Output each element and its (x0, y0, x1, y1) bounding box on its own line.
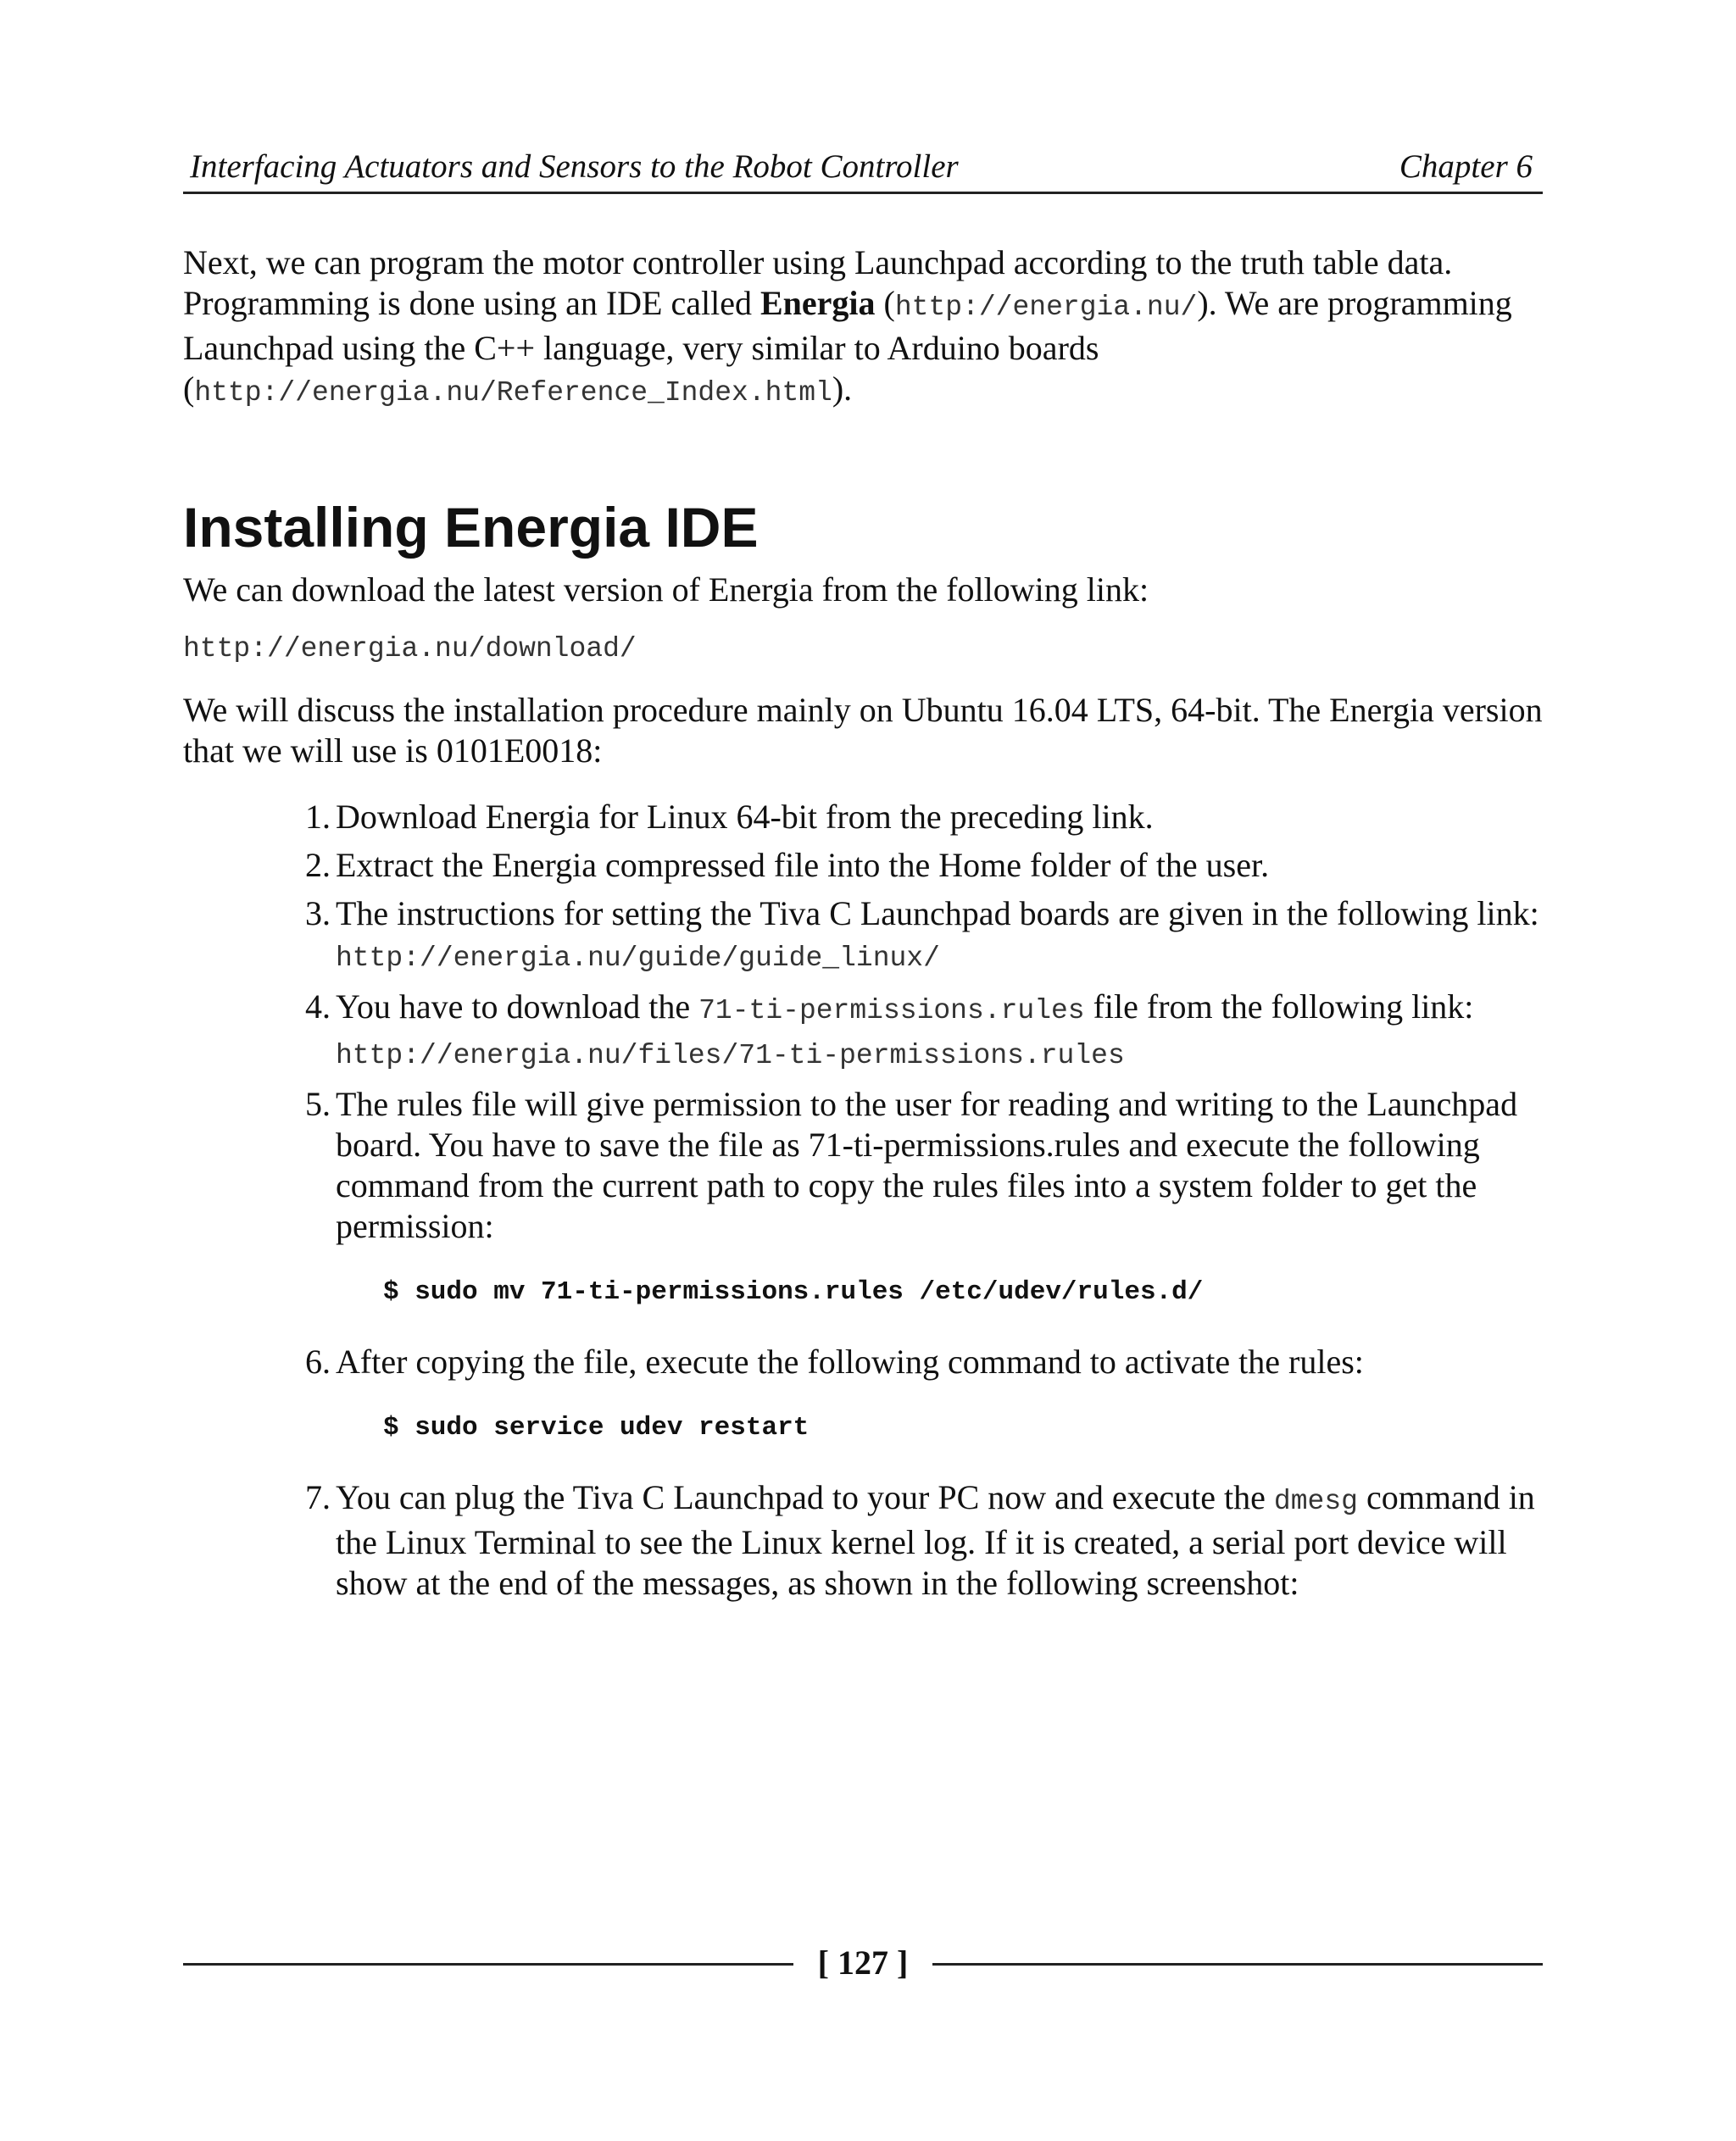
intro-text-1: Next, we can program the motor controller using Launchpad according to the truth table data. Programming is done using an IDE called (183, 243, 1453, 322)
rules-filename: 71-ti-permissions.rules (698, 995, 1085, 1026)
list-item (305, 987, 1548, 1076)
intro-text-3: ). We are programming Launchpad using the C++ language, very similar to Arduino boards ( (183, 284, 1512, 408)
page-content (183, 242, 1548, 1611)
install-paragraph: We will discuss the installation procedure mainly on Ubuntu 16.04 LTS, 64-bit. The Energia version that we will use is 0101E0018: (183, 691, 1543, 770)
step-text: Download Energia for Linux 64-bit from the preceding link. (336, 798, 1154, 836)
step-text: file from the following link: (1084, 987, 1474, 1026)
rules-file-url[interactable]: http://energia.nu/files/71-ti-permissions.rules (336, 1040, 1125, 1071)
intro-text-4: ). (832, 370, 853, 408)
step-number: 6. (305, 1343, 331, 1381)
page-number: [ 127 ] (817, 1944, 909, 1982)
list-item (305, 845, 1548, 886)
step-number: 7. (305, 1478, 331, 1516)
page-header (183, 142, 1543, 194)
step-number: 1. (305, 798, 331, 836)
energia-bold: Energia (760, 284, 876, 322)
step-text: Extract the Energia compressed file into the Home folder of the user. (336, 846, 1270, 884)
download-paragraph: We can download the latest version of Energia from the following link: (183, 570, 1149, 609)
chapter-number: Chapter 6 (1399, 148, 1533, 185)
reference-url[interactable]: http://energia.nu/Reference_Index.html (194, 377, 832, 409)
download-url[interactable]: http://energia.nu/download/ (183, 633, 637, 665)
section-heading: Installing Energia IDE (183, 496, 759, 559)
command-copy-rules: $ sudo mv 71-ti-permissions.rules /etc/udev/rules.d/ (383, 1277, 1204, 1307)
page-footer (183, 1938, 1543, 1988)
step-text: You can plug the Tiva C Launchpad to your PC now and execute the (336, 1478, 1274, 1516)
list-item (305, 797, 1548, 837)
list-item (305, 1084, 1548, 1313)
command-restart-udev: $ sudo service udev restart (383, 1413, 810, 1443)
step-text: The instructions for setting the Tiva C Launchpad boards are given in the following link: (336, 894, 1539, 932)
step-text: command in the Linux Terminal to see the Linux kernel log. If it is created, a serial port device will show at the end of the messages, as shown in the following screenshot: (336, 1478, 1535, 1602)
guide-linux-url[interactable]: http://energia.nu/guide/guide_linux/ (336, 943, 940, 974)
step-number: 5. (305, 1085, 331, 1123)
dmesg-command: dmesg (1273, 1486, 1358, 1517)
intro-paragraph (183, 242, 1548, 414)
step-number: 4. (305, 987, 331, 1026)
step-number: 2. (305, 846, 331, 884)
step-text: After copying the file, execute the following command to activate the rules: (336, 1343, 1364, 1381)
step-text: You have to download the (336, 987, 699, 1026)
list-item (305, 1477, 1548, 1604)
step-number: 3. (305, 894, 331, 932)
list-item (305, 893, 1548, 979)
step-text: The rules file will give permission to the user for reading and writing to the Launchpad board. You have to save the file as 71-ti-permissions.rules and execute the following command from the current path to copy the rules files into a system folder to get the permission: (336, 1085, 1518, 1245)
chapter-title: Interfacing Actuators and Sensors to the Robot Controller (190, 148, 959, 185)
intro-text-2: ( (875, 284, 895, 322)
footer-rule-right (932, 1963, 1543, 1966)
energia-url[interactable]: http://energia.nu/ (894, 292, 1198, 323)
steps-list (183, 797, 1548, 1604)
list-item (305, 1342, 1548, 1449)
